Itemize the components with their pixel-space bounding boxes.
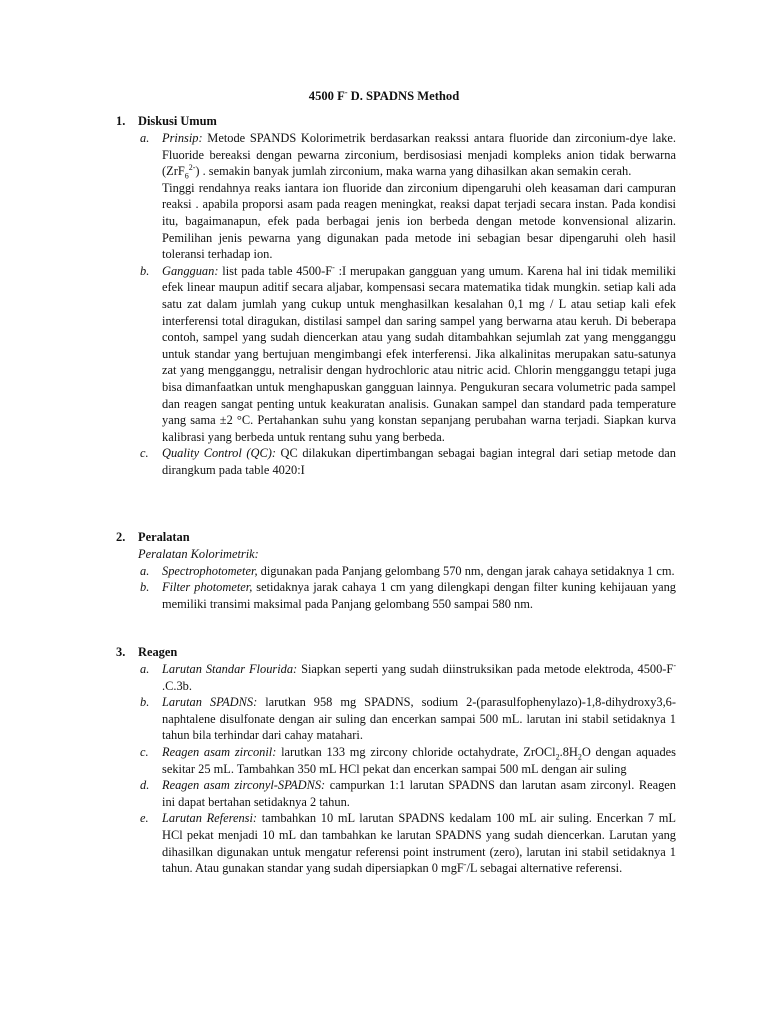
item-letter: a. (140, 662, 150, 676)
section-title: Reagen (138, 645, 178, 659)
list-item-spectrophotometer (116, 563, 676, 580)
item-paragraph (162, 744, 676, 777)
item-lead: Filter photometer, (162, 580, 253, 595)
item-letter: c. (140, 446, 149, 461)
section-number: 3. (116, 645, 126, 659)
section-number: 2. (116, 530, 126, 544)
section-title: Diskusi Umum (138, 114, 217, 128)
item-text: larutkan 958 mg SPADNS, sodium 2-(parasulfophenylazo)-1,8-dihydroxy3,6-naphtalene disulfonate dengan air suling dan encerkan sampai 500 mL. larutan ini stabil setidaknya 1 tahun bila terhindar dari cahay matahari. (162, 695, 676, 743)
item-text: digunakan pada Panjang gelombang 570 nm, dengan jarak cahaya setidaknya 1 cm. (257, 563, 675, 578)
item-text: list pada table 4500-F (218, 263, 333, 278)
list-item-larutan-standar (116, 661, 676, 694)
item-letter: b. (140, 580, 150, 595)
item-paragraph (162, 810, 676, 876)
item-lead: Reagen asam zirconyl-SPADNS: (162, 778, 326, 793)
item-text: campurkan 1:1 larutan SPADNS dan larutan asam zirconyl. Reagen ini dapat bertahan setidaknya 2 tahun. (162, 778, 676, 809)
item-text: Metode SPANDS Kolorimetrik berdasarkan reakssi antara fluoride dan zirconium-dye lake. Fluoride bereaksi dengan pewarna zirconium, berdisosiasi menjadi kompleks anion tidak berwarna (ZrF (162, 131, 676, 179)
item-paragraph (162, 563, 676, 580)
item-letter: b. (140, 695, 150, 710)
superscript: 2- (188, 163, 196, 173)
item-letter: d. (140, 778, 150, 793)
item-paragraph (162, 579, 676, 612)
item-paragraph (162, 777, 676, 810)
item-letter: a. (140, 131, 150, 145)
section-number: 1. (116, 114, 126, 128)
item-lead: Spectrophotometer, (162, 563, 258, 578)
list-item-larutan-referensi (116, 810, 676, 876)
section-heading (116, 113, 676, 130)
item-text-cont: O dengan aquades sekitar 25 mL. Tambahkan 350 mL HCl pekat dan encerkan sampai 500 mL dengan air suling (162, 744, 676, 776)
item-paragraph (162, 130, 676, 180)
title-superscript: - (344, 87, 348, 97)
section-peralatan (116, 529, 676, 612)
title-rest: D. SPADNS Method (347, 89, 460, 103)
item-text: larutkan 133 mg zircony chloride octahydrate, ZrOCl (276, 744, 556, 759)
item-lead: Reagen asam zirconil: (162, 744, 277, 759)
item-paragraph-2: Tinggi rendahnya reaks iantara ion fluoride dan zirconium dipengaruhi oleh keasaman dari campuran reaksi . apabila proporsi asam pada reagen meningkat, reaksi dapat terjadi secara instan. Pada kondisi itu, bagaimanapun, efek pada berbagai jenis ion berbeda dengan metode konvensional alizarin. Pemilihan jenis pewarna yang digunakan pada metode ini sebagian besar dipengaruhi oleh hasil toleransi terhadap ion. (162, 180, 676, 262)
item-text: setidaknya jarak cahaya 1 cm yang dilengkapi dengan filter kuning kehijauan yang memiliki transimi maksimal pada Panjang gelombang 550 sampai 580 nm. (162, 580, 677, 611)
item-text-cont: :I merupakan gangguan yang umum. Karena hal ini tidak memiliki efek linear maupun aditif secara aljabar, kompensasi secara matematika tidak mungkin. setiap kali ada satu zat dalam jumlah yang cukup untuk menghasilkan kesalahan 0,1 mg / L atau setiap kali efek interferensi total diragukan, distilasi sampel dan saring sampel yang berwarna atau keruh. Di beberapa contoh, sampel yang sudah diencerkan atau yang sudah ditambahkan sejumlah zat yang mengganggu untuk standar yang bertujuan mengimbangi efek interferensi. Jika alkalinitas merupakan satu-satunya zat yang mengganggu, netralisir dengan hydrochloric atau nitric acid. Chlorin mengganggu tetapi juga bisa dimanfaatkan untuk menghapuskan gangguan lainnya. Pengukuran secara volumetric pada sampel dan reagen sangat penting untuk keakuratan analisis. Gunakan sampel dan standard pada temperature yang sama ±2 °C. Pertahankan suhu yang konstan sepanjang perubahan warna terjadi. Siapkan kurva kalibrasi yang berbeda untuk rentang suhu yang berbeda. (162, 263, 676, 444)
section-intro: Peralatan Kolorimetrik: (138, 547, 259, 561)
item-paragraph (162, 263, 676, 446)
item-letter: b. (140, 263, 150, 278)
item-text-cont: .8H (559, 744, 578, 759)
superscript: - (673, 660, 676, 670)
item-lead: Larutan Referensi: (162, 811, 258, 826)
superscript: - (463, 860, 467, 869)
subscript: 2 (555, 752, 560, 762)
section-reagen (116, 644, 676, 877)
list-item-larutan-spadns (116, 694, 676, 744)
section-diskusi-umum (116, 113, 676, 478)
section-heading (116, 529, 676, 546)
item-text-cont: ) . semakin banyak jumlah zirconium, maka warna yang dihasilkan akan semakin cerah. (195, 164, 632, 179)
item-text-cont: /L sebagai alternative referensi. (466, 861, 623, 876)
superscript: - (332, 262, 335, 272)
item-letter: a. (140, 563, 150, 578)
item-lead: Quality Control (QC): (162, 446, 276, 461)
item-letter: e. (140, 811, 149, 826)
item-paragraph (162, 661, 676, 694)
item-letter: c. (140, 744, 149, 759)
item-lead: Gangguan: (162, 263, 219, 278)
section-title: Peralatan (138, 530, 190, 544)
item-lead: Larutan Standar Flourida: (162, 662, 298, 676)
list-item-reagen-asam-zirconil (116, 744, 676, 777)
item-text: Siapkan seperti yang sudah diinstruksikan pada metode elektroda, 4500-F (297, 662, 674, 676)
section-heading (116, 644, 676, 661)
list-item-reagen-zirconyl-spadns (116, 777, 676, 810)
item-text: QC dilakukan dipertimbangan sebagai bagian integral dari setiap metode dan dirangkum pada table 4020:I (162, 446, 676, 477)
item-text-cont: .C.3b. (162, 678, 192, 693)
list-item-prinsip (116, 130, 676, 263)
list-item-quality-control (116, 445, 676, 478)
subscript: 6 (184, 171, 189, 181)
subscript: 2 (577, 752, 582, 762)
item-lead: Prinsip: (162, 131, 203, 145)
page-title (0, 88, 768, 105)
item-lead: Larutan SPADNS: (162, 695, 258, 710)
list-item-filter-photometer (116, 579, 676, 612)
list-item-gangguan (116, 263, 676, 446)
item-text: tambahkan 10 mL larutan SPADNS kedalam 100 mL air suling. Encerkan 7 mL HCl pekat menjadi 10 mL dan tambahkan ke larutan SPADNS yang sudah diencerkan. Larutan yang dihasilkan digunakan untuk mengatur referensi point instrument (zero), larutan ini stabil setidaknya 1 tahun. Atau gunakan standar yang sudah dipersiapkan 0 mgF (162, 811, 676, 876)
item-paragraph (162, 445, 676, 478)
title-main: 4500 F (308, 89, 345, 103)
item-paragraph (162, 694, 676, 744)
